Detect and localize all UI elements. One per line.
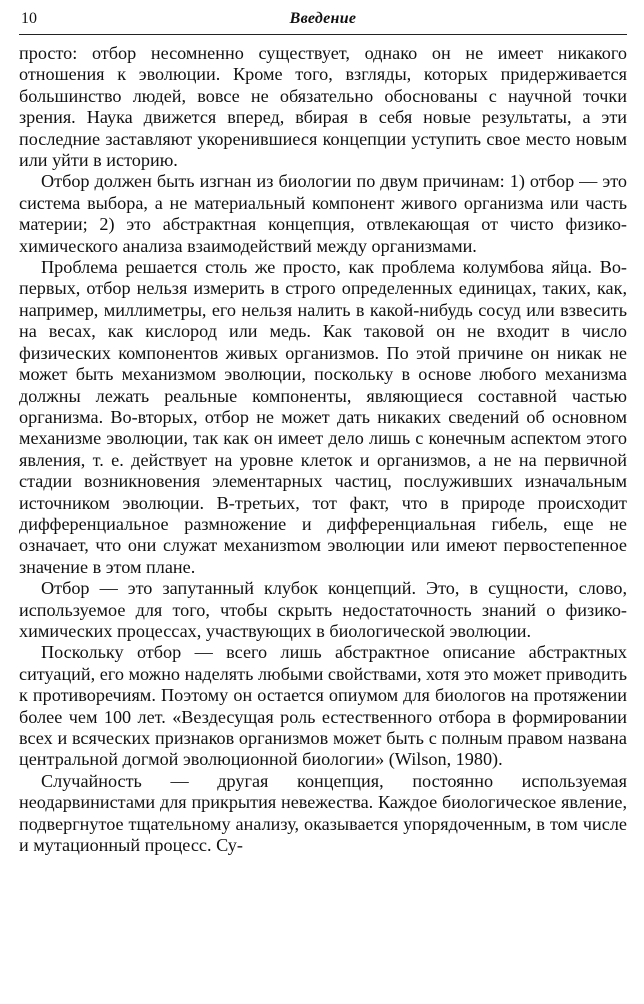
page-number: 10 bbox=[21, 10, 37, 27]
header-rule bbox=[19, 34, 627, 35]
body-text bbox=[19, 43, 627, 856]
section-title: Введение bbox=[289, 10, 357, 27]
paragraph: Отбор — это запутанный клубок концепций. Это, в сущности, слово, используемое для того, чтобы скрыть недостаточность знаний о физико-химических процессах, участвующих в биологической эволюции. bbox=[19, 578, 627, 641]
running-head bbox=[19, 6, 627, 32]
paragraph: Отбор должен быть изгнан из биологии по двум причинам: 1) отбор — это система выбора, а не материальный компонент живого организма или часть материи; 2) это абстрактная концепция, отвлекающая от чисто физико-химического анализа взаимодействий между организмами. bbox=[19, 171, 627, 256]
paragraph: Поскольку отбор — всего лишь абстрактное описание абстрактных ситуаций, его можно наделять любыми свойствами, хотя это может приводить к противоречиям. Поэтому он остается опиумом для биологов на протяжении более чем 100 лет. «Вездесущая роль естественного отбора в формировании всех и всяческих признаков организмов может быть с полным правом названа центральной догмой эволюционной биологии» (Wilson, 1980). bbox=[19, 642, 627, 770]
paragraph-continuation: просто: отбор несомненно существует, однако он не имеет никакого отношения к эволюции. Кроме того, взгляды, которых придерживается большинство людей, вовсе не обязательно обоснованы с научной точки зрения. Наука движется вперед, вбирая в себя новые результаты, а эти последние заставляют укоренившиеся концепции уступить свое место новым или уйти в историю. bbox=[19, 43, 627, 171]
page-content bbox=[19, 6, 627, 856]
paragraph: Проблема решается столь же просто, как проблема колумбова яйца. Во-первых, отбор нельзя измерить в строго определенных единицах, таких, как, например, миллиметры, его нельзя налить в какой-нибудь сосуд или взвесить на весах, как кислород или медь. Как таковой он не входит в число физических компонентов живых организмов. По этой причине он никак не может быть механизмом эволюции, поскольку в основе любого механизма должны лежать реальные компоненты, являющиеся составной частью организма. Во-вторых, отбор не может дать никаких сведений об основном механизме эволюции, так как он имеет дело лишь с конечным аспектом этого явления, т. е. действует на уровне клеток и организмов, а не на первичной стадии возникновения элементарных частиц, послуживших изначальным источником эволюции. В-третьих, тот факт, что в природе происходит дифференциальное размножение и дифференциальная гибель, еще не означает, что они служат механизmом эволюции или имеют первостепенное значение в этом плане. bbox=[19, 257, 627, 577]
paragraph: Случайность — другая концепция, постоянно используемая неодарвинистами для прикрытия невежества. Каждое биологическое явление, подвергнутое тщательному анализу, оказывается упорядоченным, в том числе и мутационный процесс. Су- bbox=[19, 770, 627, 856]
